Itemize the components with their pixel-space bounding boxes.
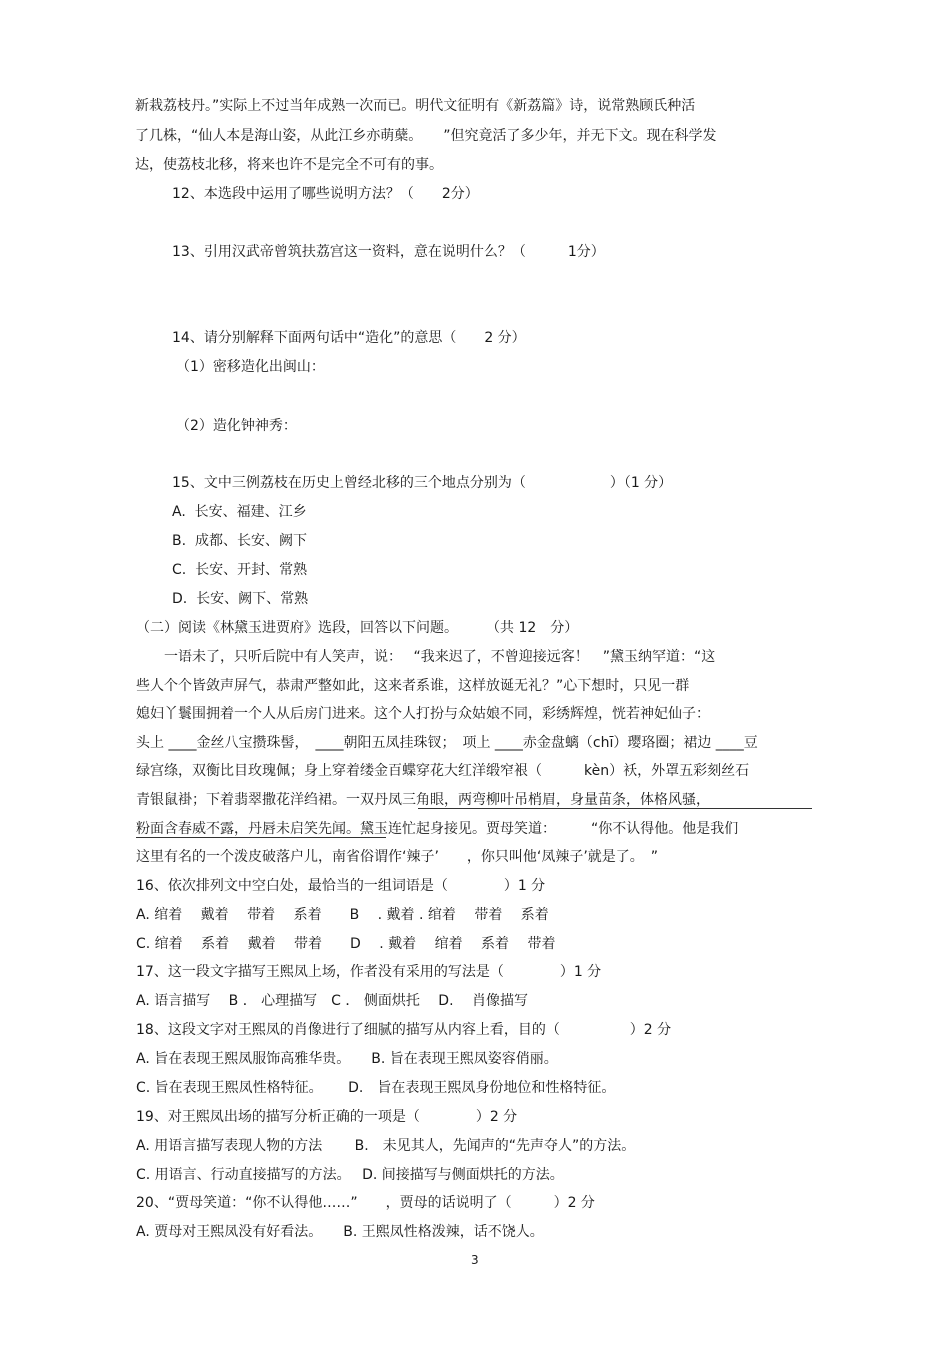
- passage-line: 青银鼠褂；下着翡翠撒花洋绉裙。一双丹凤三角眼，两弯柳叶吊梢眉，身量苗条，体格风骚，: [136, 792, 710, 808]
- option-c: C. 长安、开封、常熟: [172, 562, 308, 578]
- option-cd: C. 绾着 系着 戴着 带着 D . 戴着 绾着 系着 带着: [136, 936, 556, 952]
- passage-line: 这里有名的一个泼皮破落户儿，南省俗谓作‘辣子’ ，你只叫他‘凤辣子’就是了。 ”: [136, 849, 659, 865]
- passage-line: 一语未了，只听后院中有人笑声，说： “我来迟了，不曾迎接远客！ ”黛玉纳罕道：“这: [136, 649, 716, 665]
- passage-line: 头上 ____金丝八宝攒珠髻， ____朝阳五凤挂珠钗； 项上 ____赤金盘螭（chī）璎珞圈；裙边 ____豆: [136, 735, 758, 751]
- question-15: 15、文中三例荔枝在历史上曾经北移的三个地点分别为（ ）（1 分）: [172, 475, 673, 491]
- option-a: A. 长安、福建、江乡: [172, 504, 307, 520]
- question-18: 18、这段文字对王熙凤的肖像进行了细腻的描写从内容上看，目的（ ）2 分: [136, 1022, 672, 1038]
- question-14-part-1: （1）密移造化出闽山：: [176, 359, 325, 375]
- question-20: 20、“贾母笑道：“你不认得他……” ，贾母的话说明了（ ）2 分: [136, 1195, 595, 1211]
- question-17: 17、这一段文字描写王熙凤上场，作者没有采用的写法是（ ）1 分: [136, 964, 602, 980]
- question-12: 12、本选段中运用了哪些说明方法？（ 2分）: [172, 186, 479, 202]
- passage-line: 绿宫绦，双衡比目玫瑰佩；身上穿着缕金百蝶穿花大红洋缎窄裉（ kèn）袄，外罩五彩刻丝石: [136, 763, 750, 779]
- option-ab: A. 旨在表现王熙凤服饰高雅华贵。 B. 旨在表现王熙凤姿容俏丽。: [136, 1051, 558, 1067]
- question-20-options: A. 贾母对王熙凤没有好看法。 B. 王熙凤性格泼辣，话不饶人。: [136, 1224, 544, 1240]
- section-two-heading: （二）阅读《林黛玉进贾府》选段，回答以下问题。 （共 12 分）: [136, 620, 579, 636]
- underline: [136, 837, 386, 838]
- passage-line: 些人个个皆敛声屏气，恭肃严整如此，这来者系谁，这样放诞无礼？”心下想时，只见一群: [136, 678, 690, 694]
- question-17-options: A. 语言描写 B ． 心理描写 C ． 侧面烘托 D. 肖像描写: [136, 993, 528, 1009]
- passage-line: 媳妇丫鬟围拥着一个人从后房门进来。这个人打扮与众姑娘不同，彩绣辉煌，恍若神妃仙子：: [136, 706, 710, 722]
- passage-line: 了几株，“仙人本是海山姿，从此江乡亦萌蘖。 ”但究竟活了多少年，并无下文。现在科学发: [135, 128, 717, 144]
- passage-line: 粉面含春威不露，丹唇未启笑先闻。黛玉连忙起身接见。贾母笑道： “你不认得他。他是我们: [136, 821, 739, 837]
- option-d: D. 长安、阙下、常熟: [172, 591, 309, 607]
- option-ab: A. 绾着 戴着 带着 系着 B . 戴着 . 绾着 带着 系着: [136, 907, 549, 923]
- question-16: 16、依次排列文中空白处，最恰当的一组词语是（ ）1 分: [136, 878, 546, 894]
- page-number: 3: [471, 1253, 479, 1267]
- question-19: 19、对王熙凤出场的描写分析正确的一项是（ ）2 分: [136, 1109, 518, 1125]
- option-cd: C. 旨在表现王熙凤性格特征。 D. 旨在表现王熙凤身份地位和性格特征。: [136, 1080, 616, 1096]
- passage-line: 新栽荔枝丹。”实际上不过当年成熟一次而已。明代文征明有《新荔篇》诗，说常熟顾氏种活: [135, 98, 696, 114]
- underline: [418, 808, 812, 809]
- question-14-part-2: （2）造化钟神秀：: [176, 418, 297, 434]
- passage-line: 达，使荔枝北移，将来也许不是完全不可有的事。: [135, 157, 443, 173]
- question-14: 14、请分别解释下面两句话中“造化”的意思（ 2 分）: [172, 330, 526, 346]
- option-ab: A. 用语言描写表现人物的方法 B. 未见其人，先闻声的“先声夺人”的方法。: [136, 1138, 636, 1154]
- option-cd: C. 用语言、行动直接描写的方法。 D. 间接描写与侧面烘托的方法。: [136, 1167, 564, 1183]
- option-b: B. 成都、长安、阙下: [172, 533, 307, 549]
- question-13: 13、引用汉武帝曾筑扶荔宫这一资料，意在说明什么？（ 1分）: [172, 244, 605, 260]
